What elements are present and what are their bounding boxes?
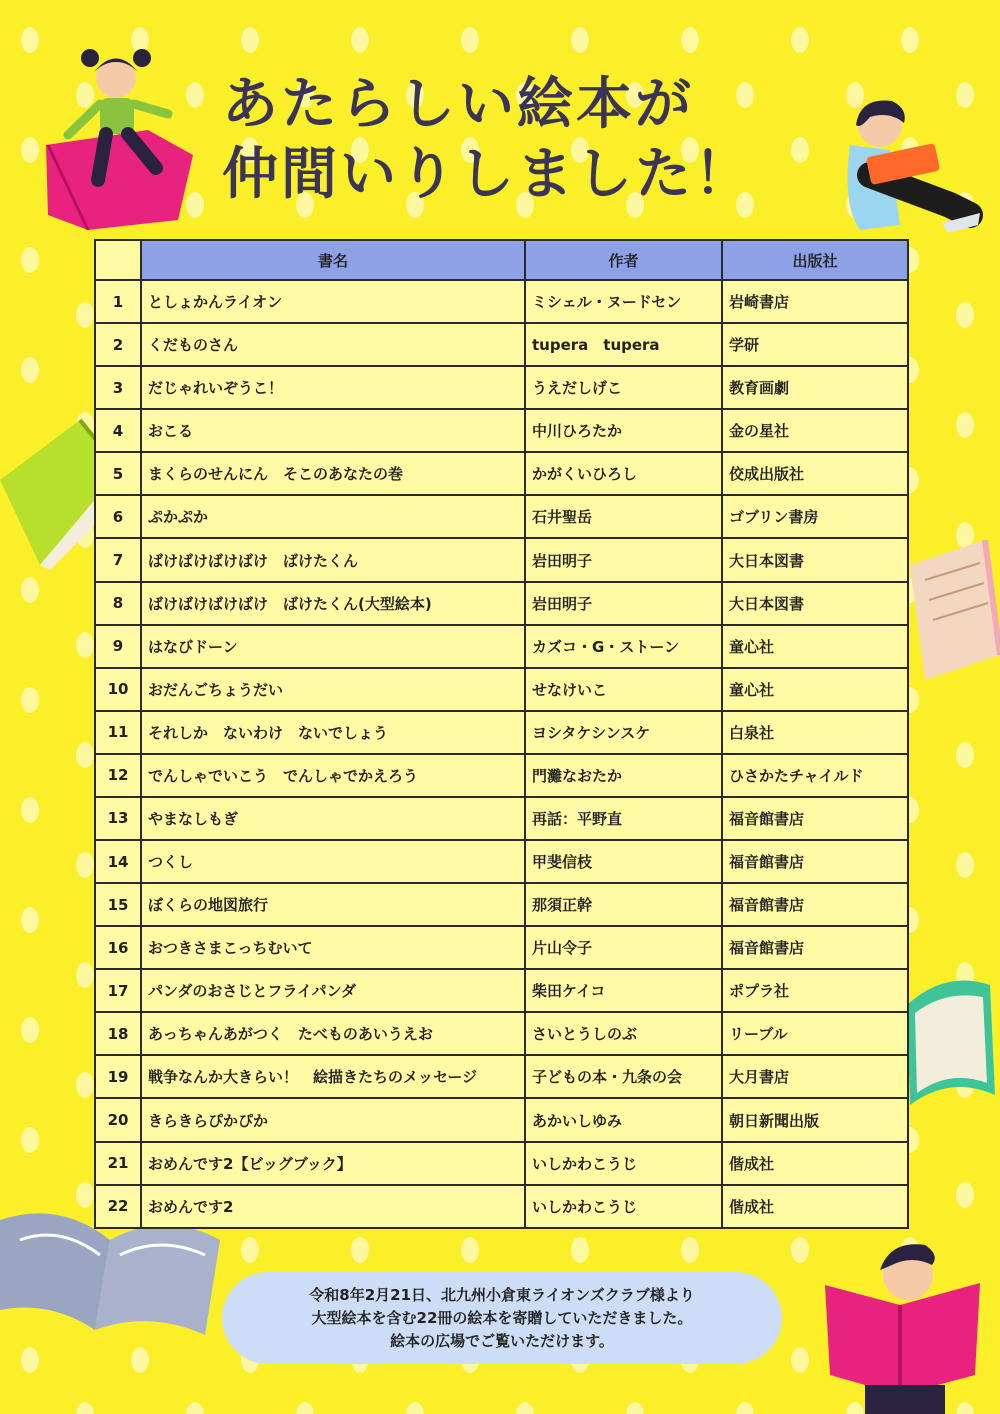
row-number: 16 <box>95 926 141 969</box>
header-publisher: 出版社 <box>722 240 908 280</box>
notice-line-1: 令和8年2月21日、北九州小倉東ライオンズクラブ様より <box>309 1285 695 1304</box>
book-publisher: 教育画劇 <box>722 366 908 409</box>
row-number: 17 <box>95 969 141 1012</box>
table-row <box>95 409 908 452</box>
row-number: 3 <box>95 366 141 409</box>
table-row <box>95 883 908 926</box>
book-title: つくし <box>141 840 525 883</box>
book-publisher: ひさかたチャイルド <box>722 754 908 797</box>
notice-line-3: 絵本の広場でご覧いただけます。 <box>390 1331 614 1350</box>
book-publisher: ポプラ社 <box>722 969 908 1012</box>
book-publisher: 佼成出版社 <box>722 452 908 495</box>
open-book-illustration <box>905 965 1000 1110</box>
girl-reading-illustration <box>830 95 985 250</box>
header-title: 書名 <box>141 240 525 280</box>
table-row <box>95 1098 908 1141</box>
row-number: 10 <box>95 668 141 711</box>
book-publisher: 偕成社 <box>722 1185 908 1228</box>
book-author: 岩田明子 <box>525 538 722 581</box>
book-author: さいとうしのぶ <box>525 1012 722 1055</box>
table-row <box>95 1185 908 1228</box>
book-title: でんしゃでいこう でんしゃでかえろう <box>141 754 525 797</box>
book-title: ぷかぷか <box>141 495 525 538</box>
book-publisher: 学研 <box>722 323 908 366</box>
book-title: おつきさまこっちむいて <box>141 926 525 969</box>
book-title: やまなしもぎ <box>141 797 525 840</box>
book-title: はなびドーン <box>141 625 525 668</box>
girl-on-book-illustration <box>28 40 203 230</box>
row-number: 18 <box>95 1012 141 1055</box>
book-publisher: 白泉社 <box>722 711 908 754</box>
table-row <box>95 1012 908 1055</box>
book-author: 子どもの本・九条の会 <box>525 1055 722 1098</box>
book-list-table <box>94 239 909 1229</box>
book-title: ぼくらの地図旅行 <box>141 883 525 926</box>
row-number: 2 <box>95 323 141 366</box>
page-title <box>222 70 753 210</box>
book-author: 片山令子 <box>525 926 722 969</box>
table-row <box>95 366 908 409</box>
donation-notice <box>222 1272 782 1364</box>
book-publisher: 大月書店 <box>722 1055 908 1098</box>
table-row <box>95 668 908 711</box>
row-number: 14 <box>95 840 141 883</box>
row-number: 8 <box>95 582 141 625</box>
table-header-row <box>95 240 908 280</box>
book-publisher: 福音館書店 <box>722 797 908 840</box>
book-publisher: 大日本図書 <box>722 538 908 581</box>
table-row <box>95 495 908 538</box>
row-number: 12 <box>95 754 141 797</box>
table-row <box>95 754 908 797</box>
book-author: うえだしげこ <box>525 366 722 409</box>
book-title: おめんです2【ビッグブック】 <box>141 1142 525 1185</box>
book-author: 那須正幹 <box>525 883 722 926</box>
book-author: 甲斐信枝 <box>525 840 722 883</box>
book-author: 再話：平野直 <box>525 797 722 840</box>
book-author: 岩田明子 <box>525 582 722 625</box>
book-title: あっちゃんあがつく たべものあいうえお <box>141 1012 525 1055</box>
table-row <box>95 969 908 1012</box>
row-number: 6 <box>95 495 141 538</box>
table-row <box>95 926 908 969</box>
book-title: 戦争なんか大きらい！ 絵描きたちのメッセージ <box>141 1055 525 1098</box>
book-author: あかいしゆみ <box>525 1098 722 1141</box>
table-row <box>95 797 908 840</box>
book-title: ばけばけばけばけ ばけたくん <box>141 538 525 581</box>
book-author: 門灘なおたか <box>525 754 722 797</box>
table-row <box>95 840 908 883</box>
book-author: かがくいひろし <box>525 452 722 495</box>
book-author: 柴田ケイコ <box>525 969 722 1012</box>
book-author: せなけいこ <box>525 668 722 711</box>
book-publisher: 童心社 <box>722 668 908 711</box>
row-number: 4 <box>95 409 141 452</box>
row-number: 13 <box>95 797 141 840</box>
table-row <box>95 625 908 668</box>
book-publisher: 大日本図書 <box>722 582 908 625</box>
open-book-illustration <box>905 535 1000 685</box>
book-publisher: 偕成社 <box>722 1142 908 1185</box>
title-line-1: あたらしい絵本が <box>222 72 694 137</box>
header-number <box>95 240 141 280</box>
header-author: 作者 <box>525 240 722 280</box>
book-title: ばけばけばけばけ ばけたくん(大型絵本) <box>141 582 525 625</box>
book-publisher: 岩崎書店 <box>722 280 908 323</box>
book-author: ヨシタケシンスケ <box>525 711 722 754</box>
book-publisher: リーブル <box>722 1012 908 1055</box>
book-title: パンダのおさじとフライパンダ <box>141 969 525 1012</box>
book-author: 石井聖岳 <box>525 495 722 538</box>
book-publisher: ゴブリン書房 <box>722 495 908 538</box>
book-publisher: 福音館書店 <box>722 840 908 883</box>
boy-reading-illustration <box>820 1235 985 1414</box>
row-number: 1 <box>95 280 141 323</box>
book-title: きらきらぴかぴか <box>141 1098 525 1141</box>
book-author: tupera tupera <box>525 323 722 366</box>
notice-line-2: 大型絵本を含む22冊の絵本を寄贈していただきました。 <box>311 1308 693 1327</box>
book-title: だじゃれいぞうこ！ <box>141 366 525 409</box>
row-number: 7 <box>95 538 141 581</box>
book-title: おだんごちょうだい <box>141 668 525 711</box>
book-title: まくらのせんにん そこのあなたの巻 <box>141 452 525 495</box>
book-publisher: 童心社 <box>722 625 908 668</box>
table-row <box>95 452 908 495</box>
book-author: いしかわこうじ <box>525 1185 722 1228</box>
table-row <box>95 711 908 754</box>
book-title: おめんです2 <box>141 1185 525 1228</box>
book-publisher: 福音館書店 <box>722 883 908 926</box>
row-number: 19 <box>95 1055 141 1098</box>
table-row <box>95 1142 908 1185</box>
book-publisher: 朝日新聞出版 <box>722 1098 908 1141</box>
table-row <box>95 323 908 366</box>
book-author: カズコ・G・ストーン <box>525 625 722 668</box>
book-author: 中川ひろたか <box>525 409 722 452</box>
title-line-2: 仲間いりしました！ <box>222 142 753 207</box>
book-title: それしか ないわけ ないでしょう <box>141 711 525 754</box>
row-number: 5 <box>95 452 141 495</box>
row-number: 15 <box>95 883 141 926</box>
row-number: 11 <box>95 711 141 754</box>
table-row <box>95 582 908 625</box>
book-title: くだものさん <box>141 323 525 366</box>
book-author: ミシェル・ヌードセン <box>525 280 722 323</box>
book-publisher: 福音館書店 <box>722 926 908 969</box>
book-author: いしかわこうじ <box>525 1142 722 1185</box>
table-row <box>95 280 908 323</box>
book-publisher: 金の星社 <box>722 409 908 452</box>
row-number: 20 <box>95 1098 141 1141</box>
row-number: 22 <box>95 1185 141 1228</box>
row-number: 9 <box>95 625 141 668</box>
table-row <box>95 1055 908 1098</box>
book-title: としょかんライオン <box>141 280 525 323</box>
table-row <box>95 538 908 581</box>
row-number: 21 <box>95 1142 141 1185</box>
book-title: おこる <box>141 409 525 452</box>
